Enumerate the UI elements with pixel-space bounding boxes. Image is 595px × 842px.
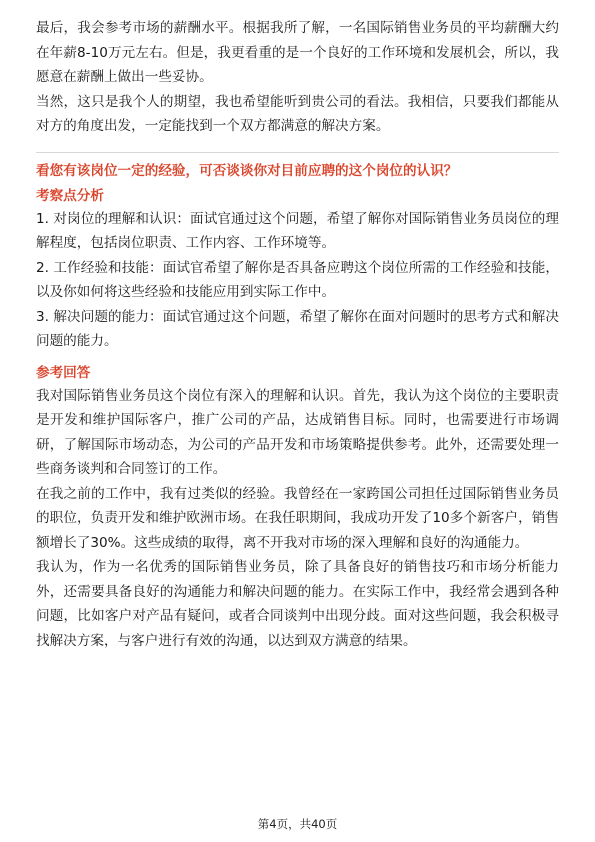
section-divider xyxy=(36,152,559,153)
answer-title: 参考回答 xyxy=(36,364,91,381)
question-heading: 看您有该岗位一定的经验，可否谈谈你对目前应聘的这个岗位的认识？ xyxy=(36,162,458,179)
page-number: 第4页，共40页 xyxy=(257,817,338,831)
answer-paragraph-2: 在我之前的工作中，我有过类似的经验。我曾经在一家跨国公司担任过国际销售业务员的职位，负责开发和维护欧洲市场。在我任职期间，我成功开发了10多个新客户，销售额增长了30%。这些成绩的取得，离不开我对市场的深入理解和良好的沟通能力。 xyxy=(36,485,559,551)
answer-paragraph-3: 我认为，作为一名优秀的国际销售业务员，除了具备良好的销售技巧和市场分析能力外，还需要具备良好的沟通能力和解决问题的能力。在实际工作中，我经常会遇到各种问题，比如客户对产品有疑问，或者合同谈判中出现分歧。面对这些问题，我会积极寻找解决方案，与客户进行有效的沟通，以达到双方满意的结果。 xyxy=(36,559,559,649)
analysis-item-1: 1. 对岗位的理解和认识：面试官通过这个问题，希望了解你对国际销售业务员岗位的理解程度，包括岗位职责、工作内容、工作环境等。 xyxy=(36,210,559,251)
intro-paragraph-1: 最后，我会参考市场的薪酬水平。根据我所了解，一名国际销售业务员的平均薪酬大约在年薪8-10万元左右。但是，我更看重的是一个良好的工作环境和发展机会，所以，我愿意在薪酬上做出一些妥协。 xyxy=(36,20,559,85)
analysis-item-3: 3. 解决问题的能力：面试官通过这个问题，希望了解你在面对问题时的思考方式和解决问题的能力。 xyxy=(36,308,559,349)
document-page xyxy=(36,16,559,653)
intro-paragraph-2: 当然，这只是我个人的期望，我也希望能听到贵公司的看法。我相信，只要我们都能从对方的角度出发，一定能找到一个双方都满意的解决方案。 xyxy=(36,93,559,134)
analysis-title: 考察点分析 xyxy=(36,187,104,204)
analysis-item-2: 2. 工作经验和技能：面试官希望了解你是否具备应聘这个岗位所需的工作经验和技能，以及你如何将这些经验和技能应用到实际工作中。 xyxy=(36,259,559,300)
answer-paragraph-1: 我对国际销售业务员这个岗位有深入的理解和认识。首先，我认为这个岗位的主要职责是开发和维护国际客户，推广公司的产品，达成销售目标。同时，也需要进行市场调研，了解国际市场动态，为公司的产品开发和市场策略提供参考。此外，还需要处理一些商务谈判和合同签订的工作。 xyxy=(36,387,559,477)
